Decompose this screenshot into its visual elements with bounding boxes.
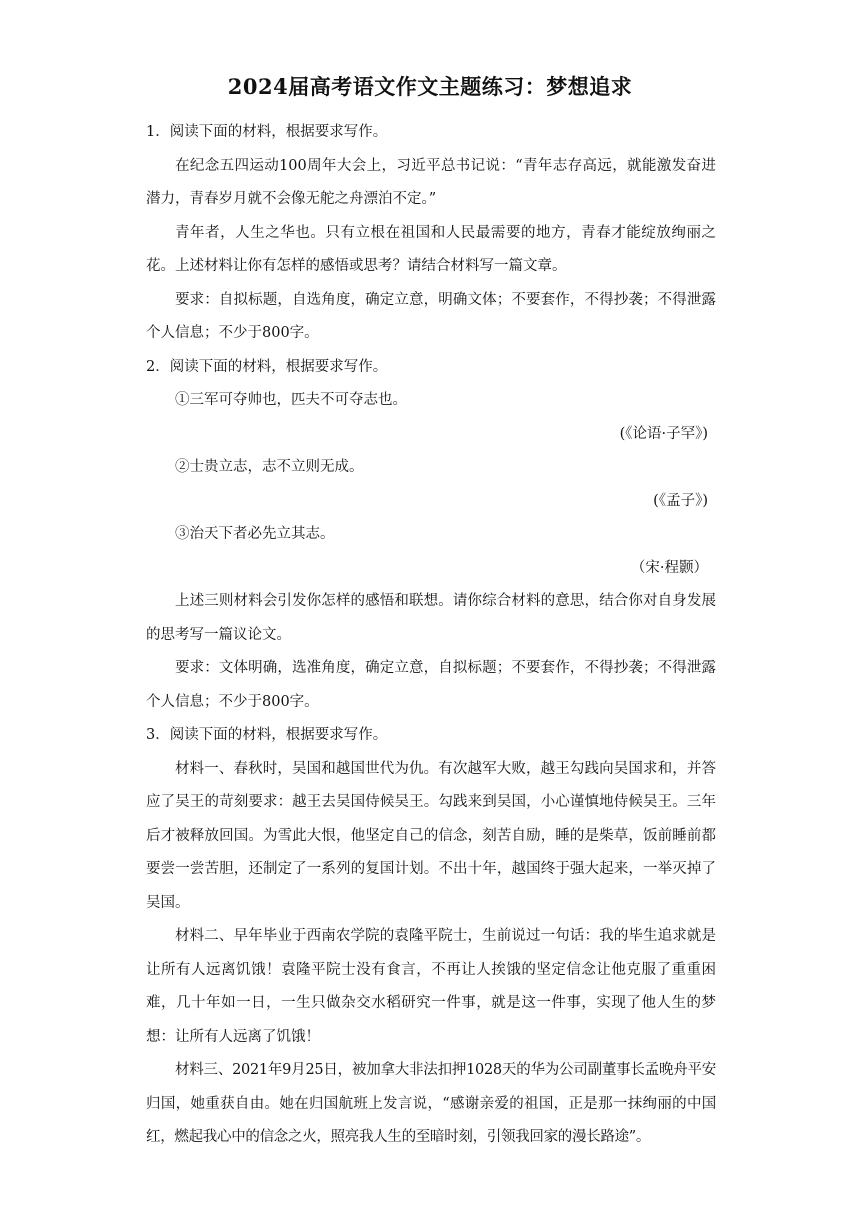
document-body	[146, 116, 716, 1155]
quote-3-text: ③治天下者必先立其志。	[175, 526, 335, 542]
quote-3-source: （宋·程颢）	[630, 559, 708, 576]
question-1-material: 在纪念五四运动100周年大会上，习近平总书记说：“青年志存高远，就能激发奋进潜力，青春岁月就不会像无舵之舟漂泊不定。”	[146, 157, 716, 207]
quote-1-text: ①三军可夺帅也，匹夫不可夺志也。	[175, 392, 407, 408]
question-2-heading: 2．阅读下面的材料，根据要求写作。	[146, 358, 388, 375]
question-1-requirements: 要求：自拟标题，自选角度，确定立意，明确文体；不要套作，不得抄袭；不得泄露个人信息；不少于800字。	[146, 291, 716, 341]
question-1-prompt: 青年者，人生之华也。只有立根在祖国和人民最需要的地方，青春才能绽放绚丽之花。上述材料让你有怎样的感悟或思考？请结合材料写一篇文章。	[146, 224, 716, 274]
question-2	[146, 351, 716, 720]
question-1	[146, 116, 716, 351]
question-1-heading: 1．阅读下面的材料，根据要求写作。	[146, 124, 388, 140]
material-1: 材料一、春秋时，吴国和越国世代为仇。有次越军大败，越王勾践向吴国求和，并答应了吴王的苛刻要求：越王去吴国侍候吴王。勾践来到吴国，小心谨慎地侍候吴王。三年后才被释放回国。为雪此大恨，他坚定自己的信念，刻苦自励，睡的是柴草，饭前睡前都要尝一尝苦胆，还制定了一系列的复国计划。不出十年，越国终于强大起来，一举灭掉了吴国。	[146, 760, 716, 911]
quote-2-source: (《孟子》)	[653, 492, 708, 509]
question-2-prompt: 上述三则材料会引发你怎样的感悟和联想。请你综合材料的意思，结合你对自身发展的思考写一篇议论文。	[146, 593, 716, 643]
quote-1-source: (《论语·子罕》)	[619, 425, 708, 442]
quote-2-text: ②士贵立志，志不立则无成。	[175, 459, 364, 475]
question-3-heading: 3．阅读下面的材料，根据要求写作。	[146, 727, 388, 743]
question-2-requirements: 要求：文体明确，选准角度，确定立意，自拟标题；不要套作，不得抄袭；不得泄露个人信息；不少于800字。	[146, 660, 716, 710]
question-3	[146, 719, 716, 1155]
material-2: 材料二、早年毕业于西南农学院的袁隆平院士，生前说过一句话：我的毕生追求就是让所有人远离饥饿！袁隆平院士没有食言，不再让人挨饿的坚定信念让他克服了重重困难，几十年如一日，一生只做杂交水稻研究一件事，就是这一件事，实现了他人生的梦想：让所有人远离了饥饿！	[146, 928, 716, 1045]
page-title: 2024届高考语文作文主题练习：梦想追求	[227, 74, 633, 99]
material-3: 材料三、2021年9月25日，被加拿大非法扣押1028天的华为公司副董事长孟晚舟平安归国，她重获自由。她在归国航班上发言说，“感谢亲爱的祖国，正是那一抹绚丽的中国红，燃起我心中的信念之火，照亮我人生的至暗时刻，引领我回家的漫长路途”。	[146, 1062, 716, 1145]
